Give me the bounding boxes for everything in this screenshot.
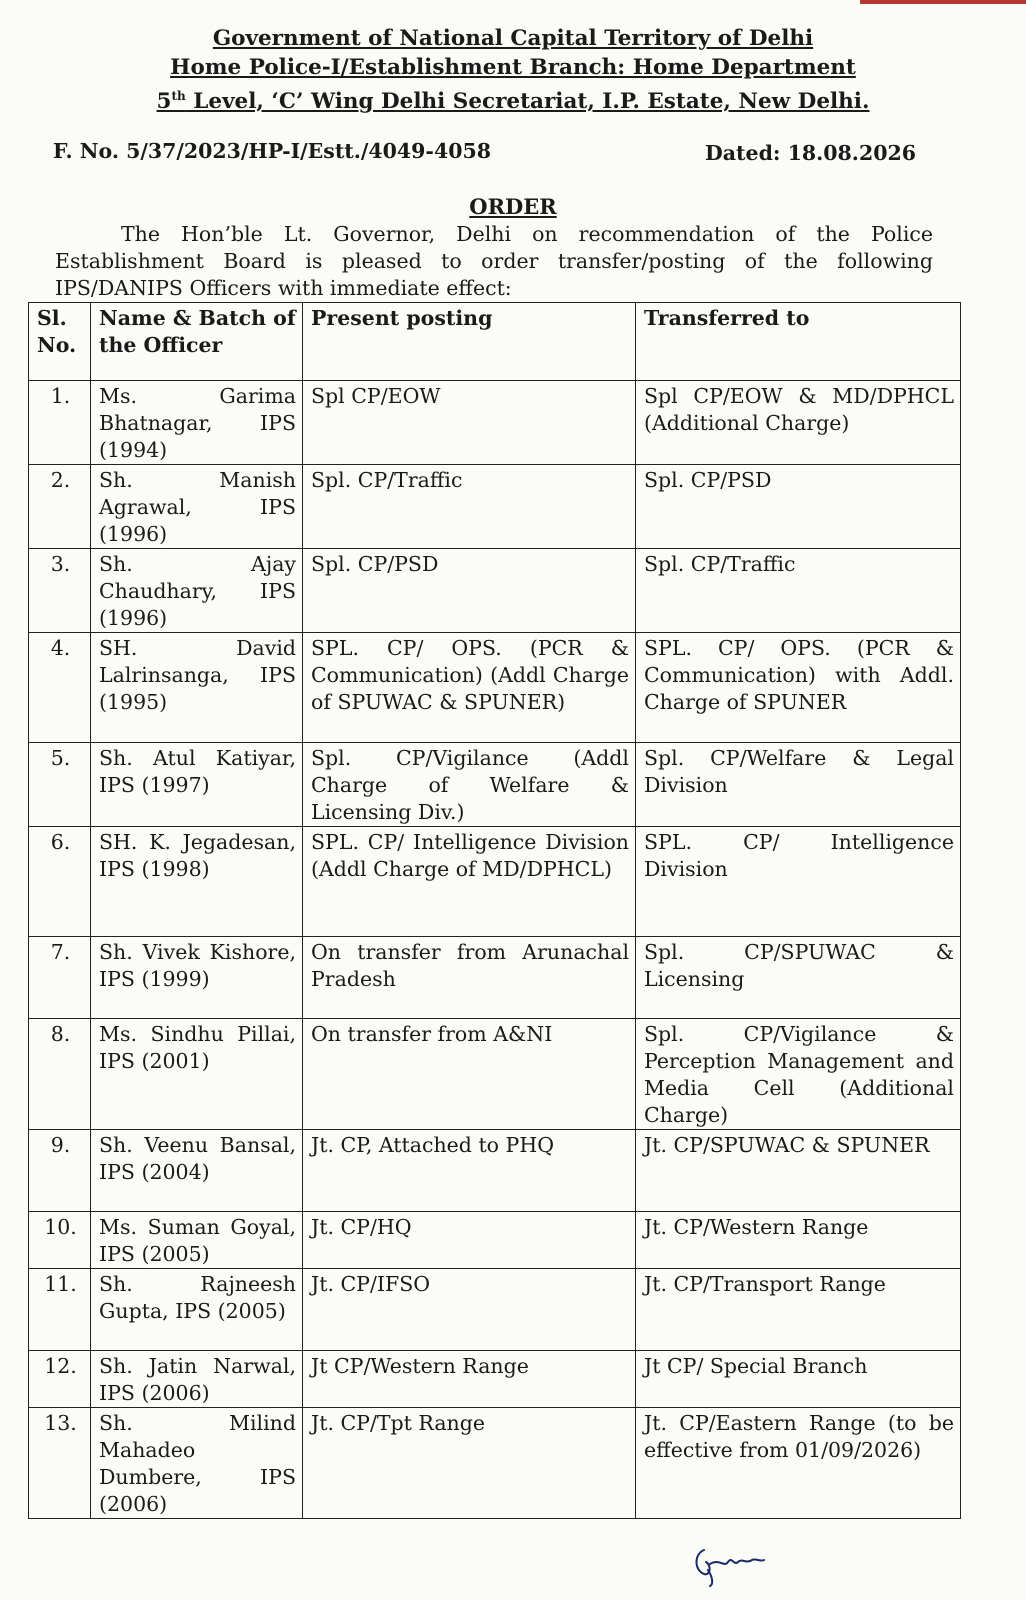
transfer-table — [28, 302, 961, 1519]
table-row — [29, 1212, 961, 1269]
table-row — [29, 1408, 961, 1519]
transferred-to-cell: Jt CP/ Special Branch — [636, 1351, 961, 1408]
officer-name-cell: Ms. Suman Goyal, IPS (2005) — [91, 1212, 303, 1269]
officer-name-cell: Sh. Vivek Kishore, IPS (1999) — [91, 937, 303, 1019]
present-posting-cell: On transfer from Arunachal Pradesh — [303, 937, 636, 1019]
table-row — [29, 743, 961, 827]
order-intro: The Hon’ble Lt. Governor, Delhi on recommendation of the Police Establishment Board is pleased to order transfer/posting of the following IPS/DANIPS Officers with immediate effect: — [55, 222, 933, 300]
sl-cell: 9. — [29, 1130, 91, 1212]
transferred-to-cell: Jt. CP/Western Range — [636, 1212, 961, 1269]
header-transferred-to: Transferred to — [636, 303, 961, 381]
sl-cell: 6. — [29, 827, 91, 937]
sl-cell: 2. — [29, 465, 91, 549]
signature-icon — [690, 1540, 770, 1588]
present-posting-cell: Jt. CP/IFSO — [303, 1269, 636, 1351]
sl-cell: 3. — [29, 549, 91, 633]
present-posting-cell: Spl. CP/Traffic — [303, 465, 636, 549]
transferred-to-cell: Jt. CP/Eastern Range (to be effective from 01/09/2026) — [636, 1408, 961, 1519]
present-posting-cell: On transfer from A&NI — [303, 1019, 636, 1130]
header-line-3: 5th Level, ‘C’ Wing Delhi Secretariat, I.P. Estate, New Delhi. — [156, 89, 870, 115]
transferred-to-cell: SPL. CP/ OPS. (PCR & Communication) with Addl. Charge of SPUNER — [636, 633, 961, 743]
officer-name-cell: SH. David Lalrinsanga, IPS (1995) — [91, 633, 303, 743]
table-row — [29, 549, 961, 633]
sl-cell: 8. — [29, 1019, 91, 1130]
date: Dated: 18.08.2026 — [705, 141, 916, 165]
present-posting-cell: Spl. CP/Vigilance (Addl Charge of Welfare & Licensing Div.) — [303, 743, 636, 827]
sl-cell: 13. — [29, 1408, 91, 1519]
table-row — [29, 633, 961, 743]
sl-cell: 5. — [29, 743, 91, 827]
officer-name-cell: Sh. Jatin Narwal, IPS (2006) — [91, 1351, 303, 1408]
header-line-2: Home Police-I/Establishment Branch: Home Department — [170, 55, 856, 80]
header-line-1: Government of National Capital Territory of Delhi — [212, 26, 814, 51]
transferred-to-cell: Jt. CP/Transport Range — [636, 1269, 961, 1351]
table-row — [29, 827, 961, 937]
present-posting-cell: Jt. CP/HQ — [303, 1212, 636, 1269]
table-row — [29, 1351, 961, 1408]
officer-name-cell: SH. K. Jegadesan, IPS (1998) — [91, 827, 303, 937]
officer-name-cell: Sh. Veenu Bansal, IPS (2004) — [91, 1130, 303, 1212]
transferred-to-cell: Spl. CP/Vigilance & Perception Management and Media Cell (Additional Charge) — [636, 1019, 961, 1130]
sl-cell: 12. — [29, 1351, 91, 1408]
top-edge-mark — [860, 0, 1026, 4]
officer-name-cell: Sh. Milind Mahadeo Dumbere, IPS (2006) — [91, 1408, 303, 1519]
officer-name-cell: Sh. Atul Katiyar, IPS (1997) — [91, 743, 303, 827]
table-row — [29, 381, 961, 465]
transferred-to-cell: Spl. CP/Traffic — [636, 549, 961, 633]
present-posting-cell: Jt CP/Western Range — [303, 1351, 636, 1408]
table-row — [29, 1269, 961, 1351]
present-posting-cell: SPL. CP/ Intelligence Division (Addl Charge of MD/DPHCL) — [303, 827, 636, 937]
present-posting-cell: Spl CP/EOW — [303, 381, 636, 465]
transferred-to-cell: Spl. CP/SPUWAC & Licensing — [636, 937, 961, 1019]
transferred-to-cell: Jt. CP/SPUWAC & SPUNER — [636, 1130, 961, 1212]
officer-name-cell: Sh. Rajneesh Gupta, IPS (2005) — [91, 1269, 303, 1351]
table-header-row — [29, 303, 961, 381]
letterhead — [0, 24, 1026, 116]
officer-name-cell: Sh. Ajay Chaudhary, IPS (1996) — [91, 549, 303, 633]
header-sl-no: Sl. No. — [29, 303, 91, 381]
table-row — [29, 937, 961, 1019]
header-present-posting: Present posting — [303, 303, 636, 381]
present-posting-cell: SPL. CP/ OPS. (PCR & Communication) (Addl Charge of SPUWAC & SPUNER) — [303, 633, 636, 743]
transferred-to-cell: Spl CP/EOW & MD/DPHCL (Additional Charge) — [636, 381, 961, 465]
table-row — [29, 1130, 961, 1212]
table-row — [29, 1019, 961, 1130]
sl-cell: 1. — [29, 381, 91, 465]
present-posting-cell: Jt. CP, Attached to PHQ — [303, 1130, 636, 1212]
transferred-to-cell: Spl. CP/PSD — [636, 465, 961, 549]
table-row — [29, 465, 961, 549]
sl-cell: 7. — [29, 937, 91, 1019]
order-title: ORDER — [469, 194, 557, 219]
officer-name-cell: Sh. Manish Agrawal, IPS (1996) — [91, 465, 303, 549]
transferred-to-cell: SPL. CP/ Intelligence Division — [636, 827, 961, 937]
file-number: F. No. 5/37/2023/HP-I/Estt./4049-4058 — [53, 139, 491, 163]
officer-name-cell: Ms. Sindhu Pillai, IPS (2001) — [91, 1019, 303, 1130]
present-posting-cell: Spl. CP/PSD — [303, 549, 636, 633]
sl-cell: 11. — [29, 1269, 91, 1351]
present-posting-cell: Jt. CP/Tpt Range — [303, 1408, 636, 1519]
officer-name-cell: Ms. Garima Bhatnagar, IPS (1994) — [91, 381, 303, 465]
transferred-to-cell: Spl. CP/Welfare & Legal Division — [636, 743, 961, 827]
header-name-batch: Name & Batch of the Officer — [91, 303, 303, 381]
sl-cell: 10. — [29, 1212, 91, 1269]
sl-cell: 4. — [29, 633, 91, 743]
